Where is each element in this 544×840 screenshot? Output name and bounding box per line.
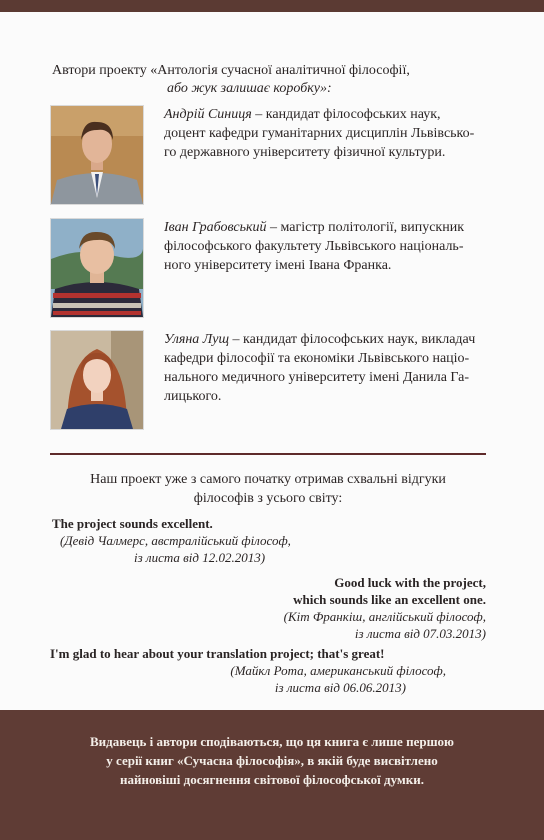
intro-line-2: або жук залишає коробку»: [167,81,332,96]
top-color-band [0,0,544,12]
intro-line-1: Автори проекту «Антологія сучасної аналітичної філософії, [52,63,410,78]
author-bio-3: Уляна Лущ – кандидат філософських наук, викладач кафедри філософії та економіки Львівського націо- нального медичного університету імені Данила Га- лицького. [164,332,476,404]
author-bio-2: Іван Грабовський – магістр політології, випускник філософського факультету Львівського національ- ного університету імені Івана Франка. [164,220,464,273]
quote-source: (Кіт Франкіш, англійський філософ, [283,609,486,624]
publisher-statement: Видавець і автори сподіваються, що ця книга є лише першою у серії книг «Сучасна філософія», в якій буде висвітлено найновіші досягнення світової філософської думки. [90,734,454,787]
author-photo-2 [50,218,144,318]
portrait-man-striped-sweater-icon [51,219,143,317]
author-name-1: Андрій Синиця [164,107,252,122]
quote-source-date: із листа від 12.02.2013) [134,550,266,565]
author-photo-1 [50,105,144,205]
quote-source-date: із листа від 06.06.2013) [274,680,406,695]
quote-text: Good luck with the project, [334,575,486,590]
author-bio-1: Андрій Синиця – кандидат філософських наук, доцент кафедри гуманітарних дисциплін Львівсько- го державного університету фізичної культури. [164,107,475,160]
quote-chalmers [52,515,352,566]
portrait-man-suit-icon [51,106,143,204]
author-entry-1 [50,105,490,205]
quote-text: I'm glad to hear about your translation project; that's great! [50,646,385,661]
author-name-3: Уляна Лущ [164,332,230,347]
bottom-color-band [0,710,544,840]
quote-source: (Девід Чалмерс, австралійський філософ, [60,533,291,548]
quote-text: which sounds like an excellent one. [293,592,486,607]
quote-text: The project sounds excellent. [52,516,213,531]
portrait-woman-red-hair-icon [51,331,143,429]
author-entry-2 [50,218,490,318]
section-divider [50,453,486,455]
quote-source-date: із листа від 07.03.2013) [354,626,486,641]
author-photo-3 [50,330,144,430]
quote-frankish [200,574,486,642]
quote-source: (Майкл Рота, американський філософ, [230,663,446,678]
authors-intro [52,62,492,98]
author-entry-3 [50,330,490,430]
author-name-2: Іван Грабовський [164,220,267,235]
feedback-intro: Наш проект уже з самого початку отримав схвальні відгуки філософів з усього світу: [90,472,446,506]
quote-rota [50,645,486,696]
